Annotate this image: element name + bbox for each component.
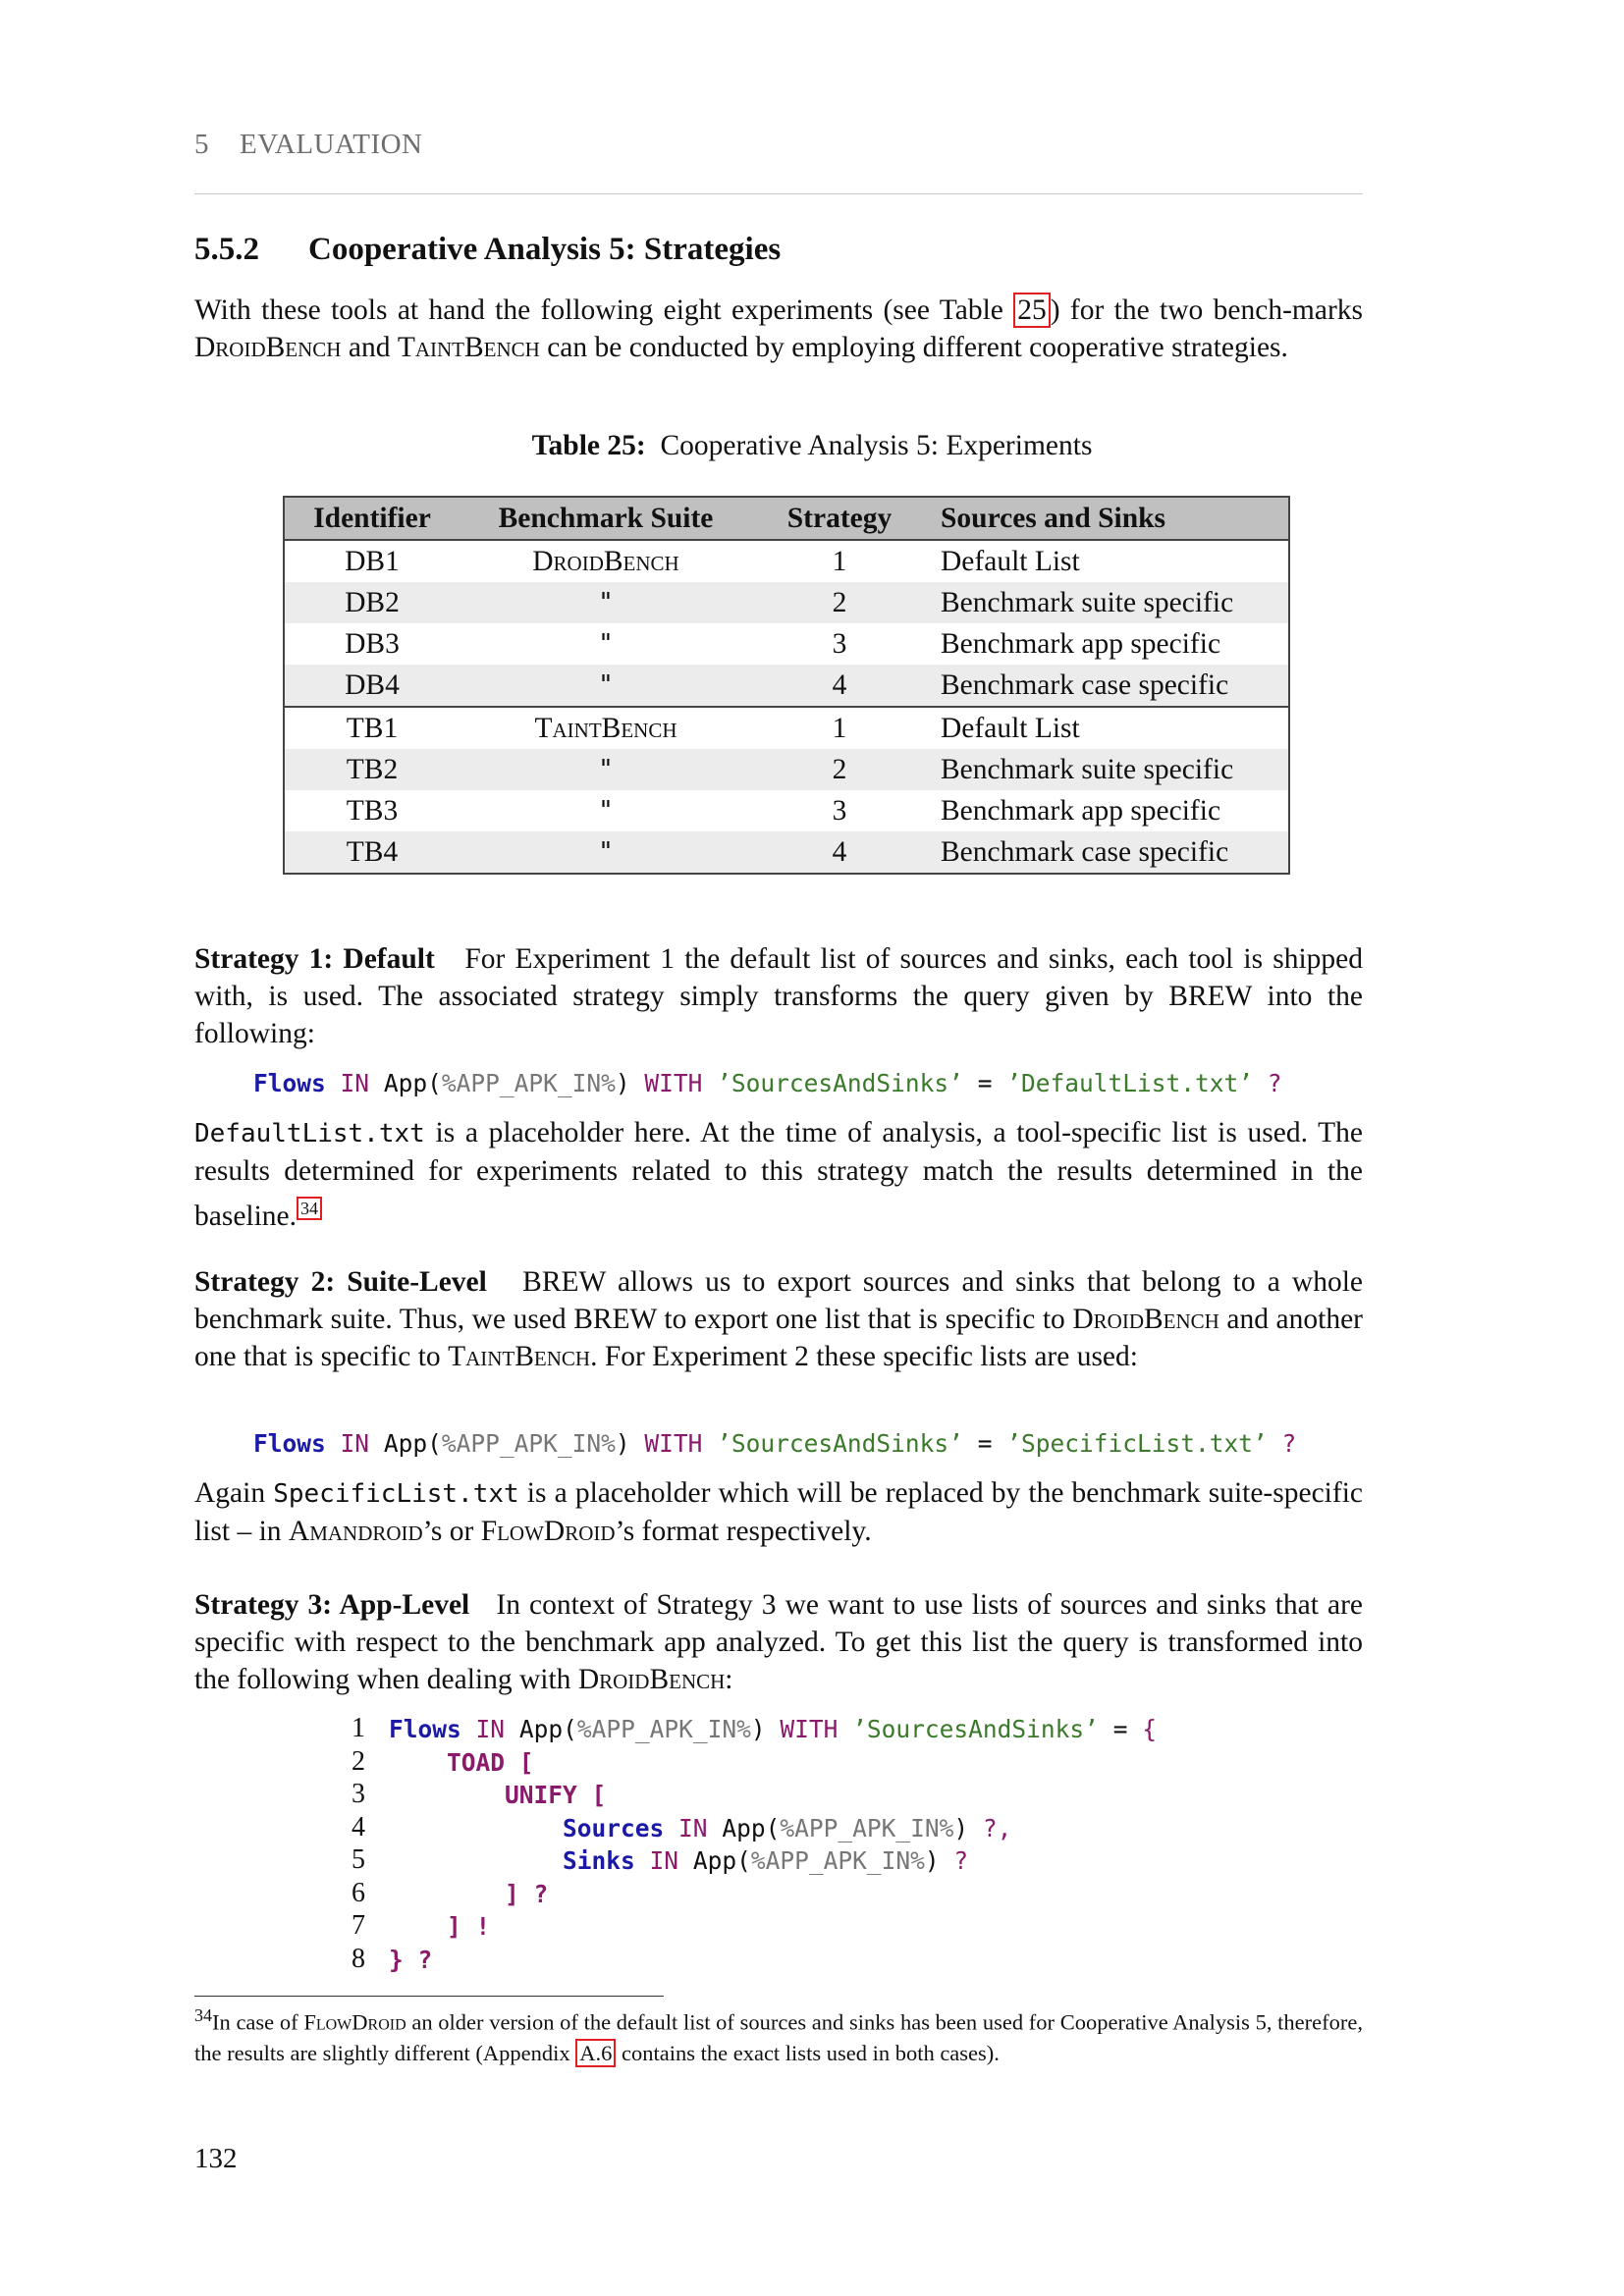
table-cell: Benchmark suite specific — [927, 582, 1289, 623]
table-cell: 2 — [752, 582, 927, 623]
page-number: 132 — [194, 2143, 238, 2174]
running-head-number: 5 — [194, 129, 209, 160]
table-cell: Benchmark suite specific — [927, 749, 1289, 790]
strategy1-paragraph: Strategy 1: Default For Experiment 1 the default list of sources and sinks, each tool is shipped with, is used. The associated strategy simply transforms the query given by BREW into the following: — [194, 943, 1363, 1049]
table-cell: " — [460, 749, 752, 790]
table-cell: DB4 — [284, 665, 460, 707]
footnote-number: 34 — [194, 2005, 212, 2025]
caption-text: Cooperative Analysis 5: Experiments — [660, 430, 1093, 461]
table-cell: " — [460, 582, 752, 623]
table-cell: Default List — [927, 707, 1289, 749]
line-number: 7 — [352, 1910, 365, 1941]
line-number: 1 — [352, 1713, 365, 1743]
line-number: 5 — [352, 1844, 365, 1875]
table-cell: Default List — [941, 545, 1080, 577]
table-cell: 1 — [832, 545, 847, 577]
table-cell: DB2 — [284, 582, 460, 623]
line-number: 8 — [352, 1943, 365, 1974]
table-cell: TB3 — [346, 794, 399, 827]
table-cell: DB1 — [345, 545, 400, 577]
table-cell: 3 — [832, 794, 847, 827]
column-header: Strategy — [752, 497, 927, 540]
table-row — [284, 831, 1289, 874]
strategy3-heading: Strategy 3: App-Level — [194, 1589, 470, 1621]
running-head-title: EVALUATION — [240, 129, 423, 160]
line-number: 3 — [352, 1779, 365, 1809]
table-row — [284, 582, 1289, 623]
table-cell: 4 — [752, 831, 927, 874]
strategy1-explanation: DefaultList.txt is a placeholder here. At the time of analysis, a tool-specific list is used. The results determined for experiments related to this strategy match the results determined in the baseline. $^{34}$ — [194, 1117, 1363, 1232]
table-cell: " — [598, 796, 614, 826]
section-number: 5.5.2 — [194, 232, 259, 267]
strategy1-heading: Strategy 1: Default — [194, 943, 435, 975]
line-number: 2 — [352, 1745, 365, 1777]
table-cell: TB2 — [284, 749, 460, 790]
table-caption — [0, 430, 1624, 462]
table-row — [284, 707, 1289, 749]
strategy2-heading: Strategy 2: Suite-Level — [194, 1266, 487, 1298]
footnote: $^{34}$In case of FlowDroid an older version of the default list of sources and sinks has been used for Cooperative Analysis 5, therefore, the results are slightly different (Appendix A.6 contains the exact lists used in both cases). — [194, 2005, 1363, 2065]
table-reference-link[interactable]: 25 — [1013, 293, 1051, 328]
table-cell: " — [460, 831, 752, 874]
section-title: Cooperative Analysis 5: Strategies — [308, 232, 782, 267]
line-number: 4 — [352, 1811, 365, 1842]
running-head — [194, 129, 423, 161]
table-cell: 2 — [752, 749, 927, 790]
column-header: Identifier — [284, 497, 460, 540]
table-cell: 4 — [752, 665, 927, 707]
table-cell: DB3 — [345, 627, 400, 660]
table-cell: 1 — [752, 707, 927, 749]
strategy2-query: Flows IN App(%APP_APK_IN%) WITH ’SourcesAndSinks’ = ’SpecificList.txt’ ? — [253, 1429, 1297, 1458]
table-cell: " — [460, 665, 752, 707]
table-row — [284, 790, 1289, 831]
table-row — [284, 665, 1289, 707]
table-cell: DroidBench — [532, 545, 679, 577]
table-row — [284, 540, 1289, 582]
footnote-rule — [194, 1996, 664, 1997]
table-cell: TaintBench — [460, 707, 752, 749]
table-row — [284, 749, 1289, 790]
strategy3-paragraph: Strategy 3: App-Level In context of Strategy 3 we want to use lists of sources and sinks that are specific with respect to the benchmark app analyzed. To get this list the query is transformed into the following when dealing with DroidBench: — [194, 1589, 1364, 1695]
table-cell: Benchmark app specific — [941, 627, 1221, 660]
footnote-reference-link[interactable]: 34 — [297, 1197, 322, 1220]
caption-label: Table 25: — [531, 430, 646, 461]
table-row — [284, 623, 1289, 665]
table-cell: TB4 — [284, 831, 460, 874]
table-cell: 3 — [832, 627, 847, 660]
intro-paragraph: With these tools at hand the following eight experiments (see Table 25 ) for the two bench-marks DroidBench and TaintBench can be conducted by employing different cooperative strategies. — [194, 294, 1363, 363]
table-cell: Benchmark case specific — [927, 665, 1289, 707]
line-number: 6 — [352, 1877, 365, 1908]
appendix-reference-link[interactable]: A.6 — [575, 2039, 616, 2067]
table-cell: Benchmark app specific — [941, 794, 1221, 827]
strategy2-paragraph: Strategy 2: Suite-Level BREW allows us to export sources and sinks that belong to a whole benchmark suite. Thus, we used BREW to export one list that is specific to DroidBench and another one that is specific to TaintBench. For Experiment 2 these specific lists are used: — [194, 1266, 1364, 1372]
section-heading — [194, 232, 781, 268]
table-cell: TB1 — [284, 707, 460, 749]
table-cell: Benchmark case specific — [927, 831, 1289, 874]
table-header-row — [284, 497, 1289, 540]
table-cell: " — [598, 629, 614, 659]
column-header: Benchmark Suite — [460, 497, 752, 540]
column-header: Sources and Sinks — [927, 497, 1289, 540]
experiments-table — [283, 496, 1290, 875]
strategy2-explanation: Again SpecificList.txt is a placeholder which will be replaced by the benchmark suite-specific list – in Amandroid’s or FlowDroid’s format respectively. — [194, 1477, 1363, 1547]
header-rule — [194, 193, 1363, 194]
strategy1-query: Flows IN App(%APP_APK_IN%) WITH ’SourcesAndSinks’ = ’DefaultList.txt’ ? — [253, 1069, 1282, 1097]
